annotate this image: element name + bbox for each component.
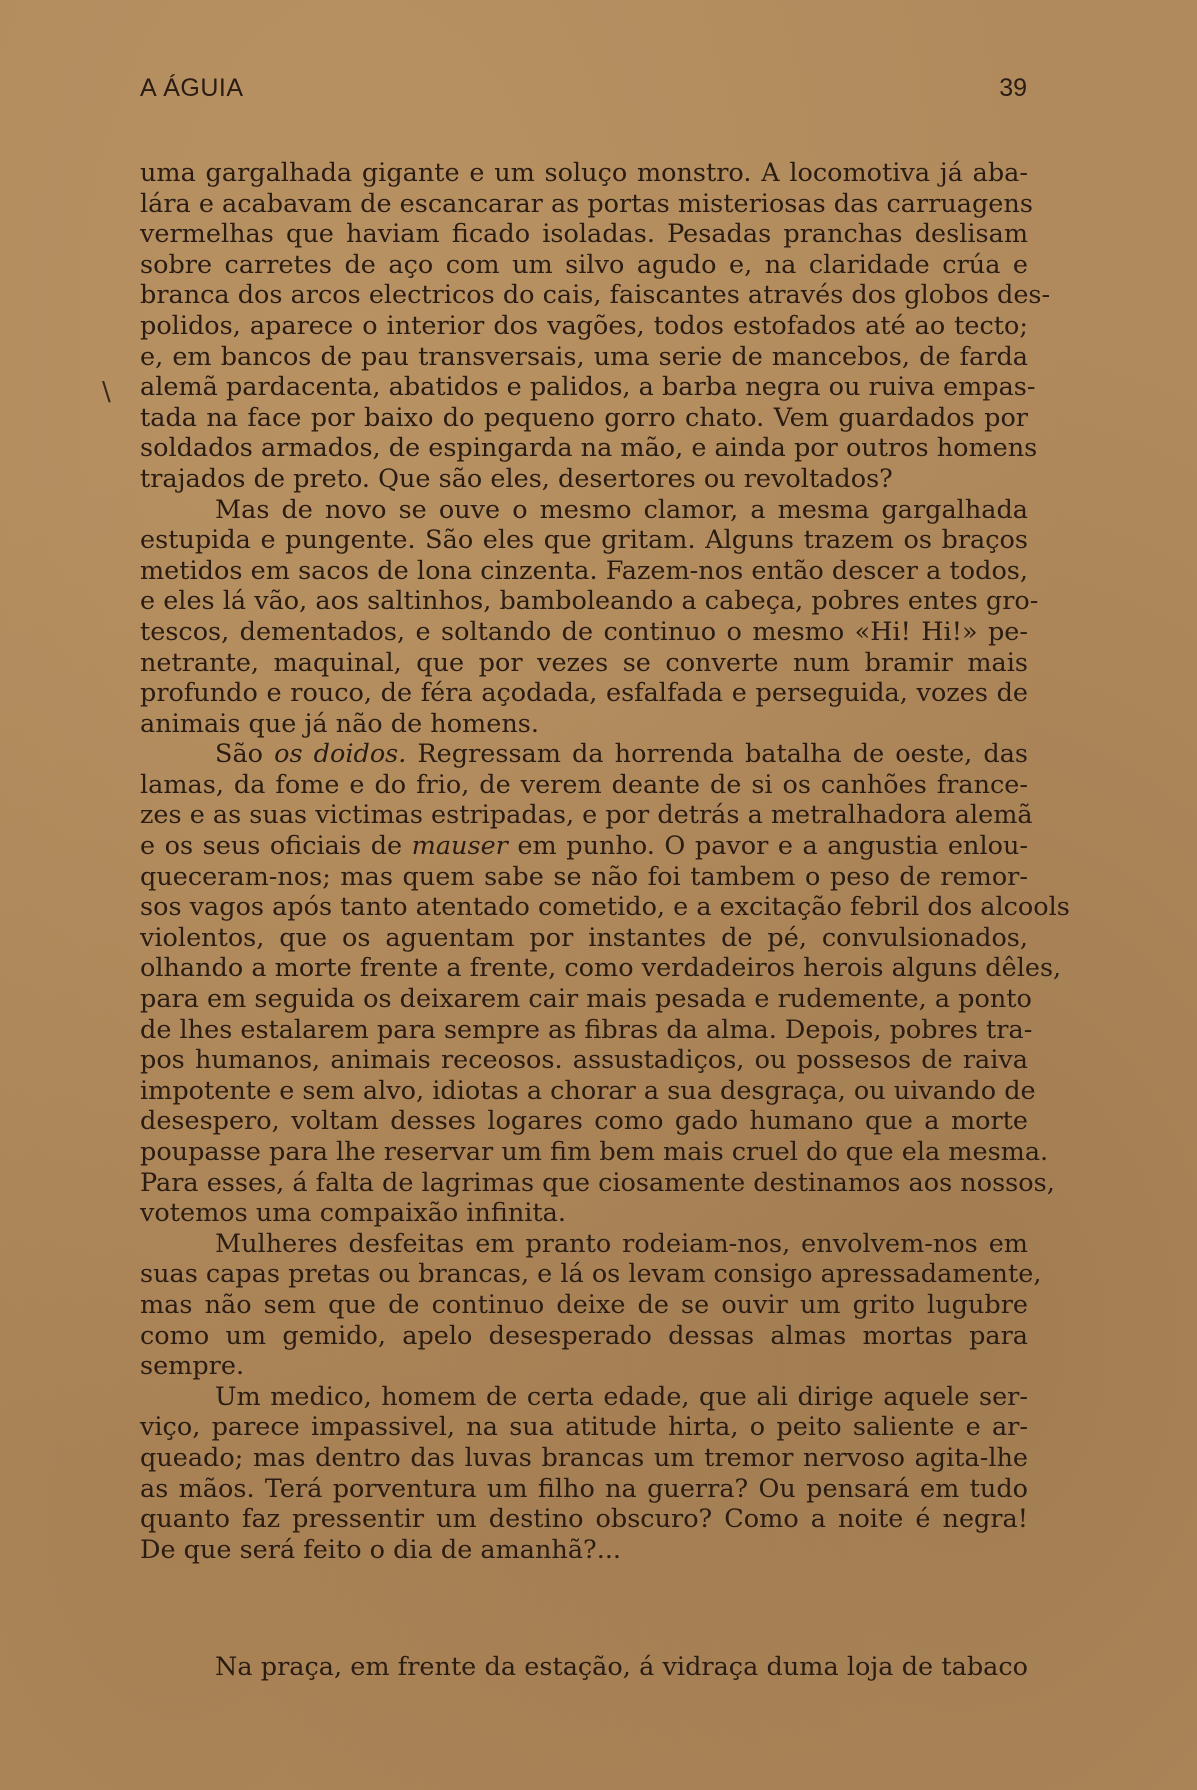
text-line: Um medico, homem de certa edade, que ali dirige aquele ser- bbox=[215, 1381, 1028, 1412]
text-line: lára e acabavam de escancarar as portas misteriosas das carruagens bbox=[140, 188, 1033, 219]
text-line: Mas de novo se ouve o mesmo clamor, a mesma gargalhada bbox=[215, 494, 1028, 525]
text-line: suas capas pretas ou brancas, e lá os levam consigo apressadamente, bbox=[140, 1259, 1042, 1290]
text-line: branca dos arcos electricos do cais, faiscantes através dos globos des- bbox=[140, 280, 1051, 311]
text-line: tescos, dementados, e soltando de continuo o mesmo «Hi! Hi!» pe- bbox=[140, 616, 1028, 647]
text-line: de lhes estalarem para sempre as fibras da alma. Depois, pobres tra- bbox=[140, 1014, 1033, 1045]
text-line: uma gargalhada gigante e um soluço monstro. A locomotiva já aba- bbox=[140, 158, 1028, 188]
text-line: viço, parece impassivel, na sua atitude hirta, o peito saliente e ar- bbox=[140, 1412, 1028, 1443]
text-line: sobre carretes de aço com um silvo agudo e, na claridade crúa e bbox=[140, 249, 1028, 280]
text-line: para em seguida os deixarem cair mais pesada e rudemente, a ponto bbox=[140, 984, 1032, 1015]
text-line: tada na face por baixo do pequeno gorro chato. Vem guardados por bbox=[140, 402, 1028, 433]
italic-text: mauser bbox=[411, 831, 508, 862]
text-line: como um gemido, apelo desesperado dessas almas mortas para bbox=[140, 1320, 1028, 1351]
text-line: pos humanos, animais receosos. assustadiços, ou possesos de raiva bbox=[140, 1045, 1028, 1076]
text-line: vermelhas que haviam ficado isoladas. Pesadas pranchas deslisam bbox=[140, 219, 1028, 250]
text-line: votemos uma compaixão infinita. bbox=[140, 1198, 566, 1229]
text-line: Mulheres desfeitas em pranto rodeiam-nos, envolvem-nos em bbox=[215, 1228, 1028, 1259]
text-line: quanto faz pressentir um destino obscuro? Como a noite é negra! bbox=[140, 1504, 1028, 1535]
text-line: e eles lá vão, aos saltinhos, bamboleando a cabeça, pobres entes gro- bbox=[140, 586, 1039, 617]
text-line: desespero, voltam desses logares como gado humano que a morte bbox=[140, 1106, 1028, 1137]
text-line: impotente e sem alvo, idiotas a chorar a sua desgraça, ou uivando de bbox=[140, 1075, 1036, 1106]
text-line: soldados armados, de espingarda na mão, e ainda por outros homens bbox=[140, 433, 1038, 464]
text-line: sos vagos após tanto atentado cometido, e a excitação febril dos alcools bbox=[140, 892, 1070, 923]
text-line: queado; mas dentro das luvas brancas um tremor nervoso agita-lhe bbox=[140, 1442, 1028, 1473]
page-number: 39 bbox=[999, 74, 1027, 102]
text-line: poupasse para lhe reservar um fim bem mais cruel do que ela mesma. bbox=[140, 1137, 1049, 1167]
page-header bbox=[140, 74, 1027, 114]
text-line: alemã pardacenta, abatidos e palidos, a barba negra ou ruiva empas- bbox=[140, 372, 1036, 403]
text-line: animais que já não de homens. bbox=[140, 708, 539, 739]
running-head: A ÁGUIA bbox=[140, 74, 244, 102]
text-line: e, em bancos de pau transversais, uma serie de mancebos, de farda bbox=[140, 341, 1028, 372]
text-line: Para esses, á falta de lagrimas que ciosamente destinamos aos nossos, bbox=[140, 1167, 1055, 1198]
text-line: queceram-nos; mas quem sabe se não foi tambem o peso de remor- bbox=[140, 861, 1028, 892]
text-line: violentos, que os aguentam por instantes de pé, convulsionados, bbox=[140, 922, 1028, 953]
text-line: lamas, da fome e do frio, de verem deante de si os canhões france- bbox=[140, 769, 1028, 800]
text-line: São os doidos. Regressam da horrenda batalha de oeste, das bbox=[215, 739, 1028, 770]
text-line: estupida e pungente. São eles que gritam. Alguns trazem os braços bbox=[140, 525, 1028, 556]
margin-mark: \ bbox=[102, 377, 111, 407]
text-line: metidos em sacos de lona cinzenta. Fazem-nos então descer a todos, bbox=[140, 555, 1028, 586]
text-line: e os seus oficiais de mauser em punho. O pavor e a angustia enlou- bbox=[140, 831, 1028, 862]
text-line: mas não sem que de continuo deixe de se ouvir um grito lugubre bbox=[140, 1289, 1028, 1320]
text-line: trajados de preto. Que são eles, desertores ou revoltados? bbox=[140, 463, 893, 494]
italic-text: os doidos. bbox=[274, 739, 407, 770]
text-line: polidos, aparece o interior dos vagões, todos estofados até ao tecto; bbox=[140, 310, 1028, 341]
text-line: profundo e rouco, de féra açodada, esfalfada e perseguida, vozes de bbox=[140, 678, 1028, 709]
text-line: zes e as suas victimas estripadas, e por detrás a metralhadora alemã bbox=[140, 800, 1033, 831]
text-line: sempre. bbox=[140, 1351, 245, 1382]
text-line: as mãos. Terá porventura um filho na guerra? Ou pensará em tudo bbox=[140, 1473, 1028, 1504]
body-text bbox=[140, 158, 1070, 1683]
text-line: netrante, maquinal, que por vezes se converte num bramir mais bbox=[140, 647, 1028, 678]
text-line: De que será feito o dia de amanhã?... bbox=[140, 1534, 622, 1565]
text-line: Na praça, em frente da estação, á vidraça duma loja de tabaco bbox=[215, 1652, 1028, 1683]
text-line: olhando a morte frente a frente, como verdadeiros herois alguns dêles, bbox=[140, 953, 1062, 984]
section-break bbox=[140, 1565, 1028, 1652]
